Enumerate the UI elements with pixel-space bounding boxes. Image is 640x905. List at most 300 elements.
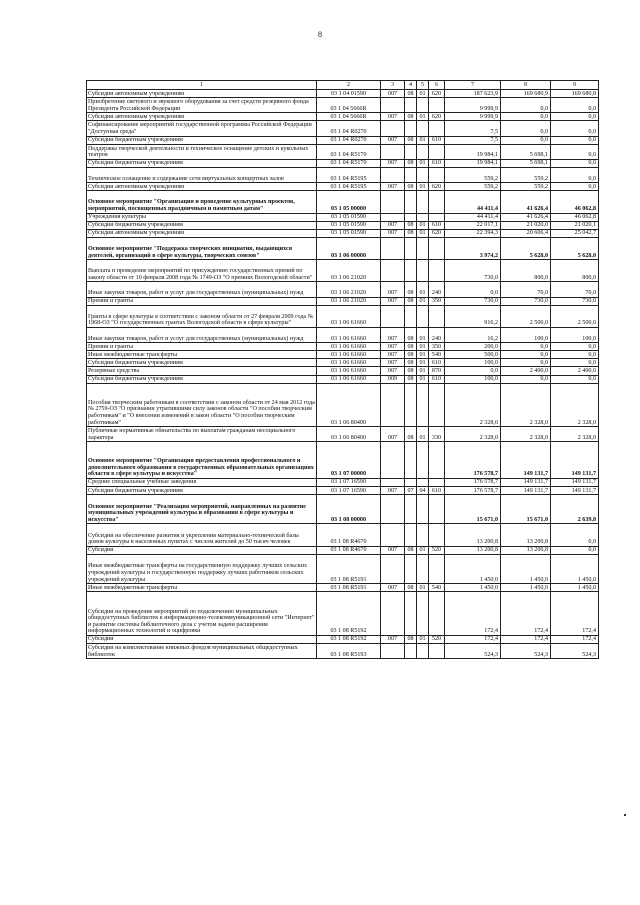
row-name: Премии и гранты (87, 297, 317, 305)
row-value-9: 0,0 (551, 159, 599, 167)
row-value-7: 524,3 (445, 644, 501, 659)
row-code: 03 1 07 00000 (317, 442, 381, 479)
row-code: 03 1 04 R5195 (317, 167, 381, 182)
table-row (87, 524, 599, 546)
row-col6: 540 (429, 584, 445, 592)
row-name: Публичные нормативные обязательства по выплатам гражданам несоциального характера (87, 427, 317, 442)
row-col4 (405, 144, 417, 159)
column-header: 7 (445, 81, 501, 90)
row-value-9: 46 062,8 (551, 213, 599, 221)
row-value-7: 2 328,0 (445, 383, 501, 427)
row-col6 (429, 98, 445, 113)
row-col4 (405, 237, 417, 259)
row-col4 (405, 524, 417, 546)
row-code: 03 1 06 61660 (317, 343, 381, 351)
table-row (87, 442, 599, 479)
row-value-7: 13 200,8 (445, 524, 501, 546)
row-code: 03 1 08 R5192 (317, 635, 381, 643)
row-value-7: 916,2 (445, 305, 501, 327)
table-row (87, 136, 599, 144)
row-value-7: 0,0 (445, 282, 501, 297)
row-col5 (417, 191, 429, 213)
table-row (87, 343, 599, 351)
table-row (87, 554, 599, 583)
row-value-8: 169 680,9 (501, 90, 551, 98)
row-value-9: 2 500,0 (551, 305, 599, 327)
row-value-9: 0,0 (551, 167, 599, 182)
row-code: 03 1 06 61660 (317, 367, 381, 375)
row-value-8: 730,0 (501, 297, 551, 305)
table-row (87, 478, 599, 486)
row-value-7: 44 411,4 (445, 191, 501, 213)
row-col3 (381, 592, 405, 636)
row-code: 03 1 06 61660 (317, 359, 381, 367)
row-value-8: 0,0 (501, 359, 551, 367)
row-col5: 01 (417, 221, 429, 229)
row-col4 (405, 98, 417, 113)
row-value-8: 2 500,0 (501, 305, 551, 327)
row-col6: 350 (429, 297, 445, 305)
row-value-8: 5 628,0 (501, 237, 551, 259)
table-row (87, 229, 599, 237)
row-name: Гранты в сфере культуры в соответствии с законом области от 27 февраля 2009 года № 1968-ОЗ "О государственных грантах Вологодской области в сфере культуры" (87, 305, 317, 327)
row-value-8: 5 698,1 (501, 159, 551, 167)
row-col6 (429, 442, 445, 479)
row-code: 03 1 08 R5193 (317, 644, 381, 659)
row-col5: 01 (417, 584, 429, 592)
row-col6: 610 (429, 359, 445, 367)
table-row (87, 183, 599, 191)
row-col3: 007 (381, 136, 405, 144)
table-row (87, 121, 599, 136)
column-header: 6 (429, 81, 445, 90)
budget-table (86, 80, 599, 659)
row-value-9: 0,0 (551, 524, 599, 546)
row-col3 (381, 260, 405, 282)
row-value-7: 9 999,9 (445, 113, 501, 121)
table-row (87, 98, 599, 113)
row-name: Субсидии автономным учреждениям (87, 229, 317, 237)
table-row (87, 427, 599, 442)
row-value-8: 1 450,0 (501, 584, 551, 592)
table-row (87, 144, 599, 159)
row-col5 (417, 144, 429, 159)
row-name: Субсидии (87, 546, 317, 554)
row-col5 (417, 121, 429, 136)
column-header: 3 (381, 81, 405, 90)
row-col5: 01 (417, 367, 429, 375)
row-value-7: 22 394,3 (445, 229, 501, 237)
row-value-8: 5 698,1 (501, 144, 551, 159)
row-code: 03 1 04 01590 (317, 90, 381, 98)
table-row (87, 327, 599, 342)
row-value-8: 559,2 (501, 167, 551, 182)
row-col3: 007 (381, 487, 405, 495)
row-value-7: 172,4 (445, 635, 501, 643)
row-col5: 01 (417, 136, 429, 144)
row-col5: 01 (417, 427, 429, 442)
row-value-8: 41 626,4 (501, 191, 551, 213)
row-col6: 350 (429, 343, 445, 351)
row-col4: 08 (405, 635, 417, 643)
row-col5: 01 (417, 359, 429, 367)
row-code: 03 1 06 61660 (317, 351, 381, 359)
row-value-9: 169 680,8 (551, 90, 599, 98)
row-value-9: 0,0 (551, 113, 599, 121)
row-col3: 007 (381, 351, 405, 359)
row-value-9: 0,0 (551, 359, 599, 367)
row-name: Субсидии на комплектование книжных фондов муниципальных общедоступных библиотек (87, 644, 317, 659)
row-col5: 01 (417, 159, 429, 167)
table-row (87, 644, 599, 659)
row-code: 03 1 06 21020 (317, 297, 381, 305)
row-col3: 007 (381, 359, 405, 367)
row-name: Основное мероприятие "Организация и проведение культурных проектов, мероприятий, посвященных праздничным и памятным датам" (87, 191, 317, 213)
row-value-9: 149 131,7 (551, 442, 599, 479)
row-col4 (405, 495, 417, 524)
row-code: 03 1 08 R4670 (317, 524, 381, 546)
table-row (87, 635, 599, 643)
row-col5: 01 (417, 297, 429, 305)
row-col3: 007 (381, 221, 405, 229)
row-value-8: 2 328,0 (501, 383, 551, 427)
row-value-9: 25 042,7 (551, 229, 599, 237)
row-col4: 08 (405, 343, 417, 351)
table-row (87, 159, 599, 167)
row-col5: 01 (417, 229, 429, 237)
row-col5: 01 (417, 327, 429, 342)
row-name: Основное мероприятие "Организация предоставления профессионального и дополнительного образования в государственных образовательных организациях области в сфере культуры и искусства" (87, 442, 317, 479)
row-value-7: 187 623,9 (445, 90, 501, 98)
row-value-9: 1 450,0 (551, 554, 599, 583)
row-value-8: 0,0 (501, 98, 551, 113)
row-col5 (417, 213, 429, 221)
row-col3: 007 (381, 327, 405, 342)
row-value-7: 13 200,8 (445, 546, 501, 554)
row-col3: 007 (381, 282, 405, 297)
row-col3 (381, 442, 405, 479)
row-col5: 01 (417, 183, 429, 191)
row-col3: 007 (381, 90, 405, 98)
row-value-8: 149 131,7 (501, 487, 551, 495)
row-code: 03 1 06 61660 (317, 305, 381, 327)
row-col4: 08 (405, 183, 417, 191)
column-header: 5 (417, 81, 429, 90)
row-value-9: 2 328,0 (551, 383, 599, 427)
table-row (87, 297, 599, 305)
row-value-9: 2 328,0 (551, 427, 599, 442)
row-name: Субсидии автономным учреждениям (87, 113, 317, 121)
table-row (87, 113, 599, 121)
row-name: Субсидии на обеспечение развития и укрепления материально-технической базы домов культуры в населенных пунктах с числом жителей до 50 тысяч человек (87, 524, 317, 546)
row-value-7: 176 578,7 (445, 487, 501, 495)
row-col5 (417, 592, 429, 636)
row-value-9: 21 020,1 (551, 221, 599, 229)
row-value-9: 0,0 (551, 144, 599, 159)
row-col3 (381, 478, 405, 486)
table-body (87, 81, 599, 659)
row-name: Иные межбюджетные трансферты (87, 351, 317, 359)
row-col4 (405, 383, 417, 427)
row-col3: 007 (381, 427, 405, 442)
row-code: 03 1 08 R5192 (317, 592, 381, 636)
row-col5 (417, 383, 429, 427)
row-col6: 610 (429, 159, 445, 167)
row-col5 (417, 554, 429, 583)
table-row (87, 367, 599, 375)
row-col5 (417, 442, 429, 479)
table-row (87, 237, 599, 259)
row-value-7: 19 984,1 (445, 159, 501, 167)
row-col5: 01 (417, 546, 429, 554)
row-col6: 520 (429, 635, 445, 643)
row-value-8: 13 200,8 (501, 524, 551, 546)
row-col5: 01 (417, 375, 429, 383)
row-value-9: 5 628,0 (551, 237, 599, 259)
row-col3: 007 (381, 229, 405, 237)
row-col4 (405, 644, 417, 659)
row-col3 (381, 554, 405, 583)
row-col4: 08 (405, 427, 417, 442)
row-col3 (381, 495, 405, 524)
scan-mark (624, 814, 626, 816)
row-col3 (381, 644, 405, 659)
row-name: Приобретение светового и звукового оборудования за счет средств резервного фонда Президента Российской Федерации (87, 98, 317, 113)
row-col6 (429, 305, 445, 327)
row-value-7: 1 450,0 (445, 584, 501, 592)
table-row (87, 90, 599, 98)
row-name: Субсидии (87, 635, 317, 643)
table-row (87, 221, 599, 229)
column-header: 2 (317, 81, 381, 90)
table-row (87, 495, 599, 524)
row-col5 (417, 260, 429, 282)
table-row (87, 487, 599, 495)
row-col4 (405, 191, 417, 213)
row-value-9: 70,0 (551, 282, 599, 297)
table-row (87, 167, 599, 182)
row-col3: 007 (381, 367, 405, 375)
row-col6 (429, 495, 445, 524)
row-code: 03 1 06 80400 (317, 427, 381, 442)
row-col5 (417, 495, 429, 524)
page-number: 8 (318, 30, 322, 39)
row-col6 (429, 121, 445, 136)
row-code: 03 1 04 R0270 (317, 121, 381, 136)
row-value-9: 2 639,8 (551, 495, 599, 524)
row-col6 (429, 554, 445, 583)
row-col6 (429, 213, 445, 221)
row-col6: 610 (429, 221, 445, 229)
row-value-9: 524,3 (551, 644, 599, 659)
row-value-7: 500,0 (445, 351, 501, 359)
row-col6: 240 (429, 327, 445, 342)
row-name: Субсидии бюджетным учреждениям (87, 359, 317, 367)
row-value-9: 0,0 (551, 98, 599, 113)
row-value-8: 0,0 (501, 136, 551, 144)
row-col4 (405, 260, 417, 282)
table-row (87, 383, 599, 427)
row-col6 (429, 592, 445, 636)
row-col4: 08 (405, 159, 417, 167)
row-col5: 01 (417, 282, 429, 297)
row-name: Иные закупки товаров, работ и услуг для государственных (муниципальных) нужд (87, 327, 317, 342)
row-name: Пособия творческим работникам в соответствии с законом области от 24 мая 2012 года № 2759-ОЗ "О признании утратившими силу законов области "О пособии творческим работникам" и "О внесении изменений в закон области "О пособии творческим работникам" (87, 383, 317, 427)
row-col3 (381, 121, 405, 136)
row-value-7: 16,2 (445, 327, 501, 342)
row-value-7: 559,2 (445, 167, 501, 182)
row-name: Основное мероприятие "Реализация мероприятий, направленных на развитие муниципальных учреждений культуры и образования в сфере культуры и искусства" (87, 495, 317, 524)
row-value-9: 0,0 (551, 343, 599, 351)
row-col6: 240 (429, 282, 445, 297)
row-name: Резервные средства (87, 367, 317, 375)
row-name: Учреждения культуры (87, 213, 317, 221)
row-name: Средние специальные учебные заведения (87, 478, 317, 486)
row-code: 03 1 06 61660 (317, 327, 381, 342)
row-value-7: 22 017,1 (445, 221, 501, 229)
row-value-8: 2 328,0 (501, 427, 551, 442)
row-value-8: 0,0 (501, 351, 551, 359)
row-code: 03 1 04 R5170 (317, 159, 381, 167)
row-code: 03 1 06 80400 (317, 383, 381, 427)
row-name: Субсидии бюджетным учреждениям (87, 159, 317, 167)
row-code: 03 1 06 00000 (317, 237, 381, 259)
table-row (87, 213, 599, 221)
row-col6: 620 (429, 90, 445, 98)
row-value-9: 2 400,0 (551, 367, 599, 375)
row-col6 (429, 383, 445, 427)
row-col6 (429, 237, 445, 259)
row-name: Субсидии на проведение мероприятий по подключению муниципальных общедоступных библиотек к информационно-телекоммуникационной сети "Интернет" и развитие системы библиотечного дела с учетом задачи расширения информационных технологий и оцифровки (87, 592, 317, 636)
row-col4: 08 (405, 282, 417, 297)
row-value-8: 149 131,7 (501, 478, 551, 486)
row-value-9: 172,4 (551, 592, 599, 636)
column-header: 9 (551, 81, 599, 90)
row-name: Субсидии бюджетным учреждениям (87, 487, 317, 495)
row-code: 03 1 04 R5170 (317, 144, 381, 159)
row-name: Поддержка творческой деятельности и техническое оснащение детских и кукольных театров (87, 144, 317, 159)
row-col6: 610 (429, 487, 445, 495)
row-name: Выплата и проведение мероприятий по присуждению государственных премий по закону области от 10 февраля 2008 года № 1749-ОЗ "О премиях Вологодской области" (87, 260, 317, 282)
row-col3: 007 (381, 635, 405, 643)
row-col4: 08 (405, 327, 417, 342)
row-col3: 007 (381, 183, 405, 191)
row-value-8: 524,3 (501, 644, 551, 659)
row-col5: 01 (417, 113, 429, 121)
row-col4: 08 (405, 351, 417, 359)
row-value-8: 0,0 (501, 121, 551, 136)
row-name: Субсидии автономным учреждениям (87, 183, 317, 191)
row-value-9: 0,0 (551, 546, 599, 554)
table-row (87, 584, 599, 592)
table-row (87, 546, 599, 554)
row-col4: 08 (405, 367, 417, 375)
row-col6 (429, 260, 445, 282)
row-col6: 870 (429, 367, 445, 375)
row-col6 (429, 478, 445, 486)
row-col3 (381, 524, 405, 546)
row-col6: 610 (429, 375, 445, 383)
row-value-9: 149 131,7 (551, 478, 599, 486)
row-value-9: 100,0 (551, 327, 599, 342)
row-value-8: 172,4 (501, 592, 551, 636)
row-value-9: 46 062,8 (551, 191, 599, 213)
row-value-8: 70,0 (501, 282, 551, 297)
table-row (87, 359, 599, 367)
table-row (87, 375, 599, 383)
row-col3 (381, 383, 405, 427)
row-value-7: 44 411,4 (445, 213, 501, 221)
row-code: 03 1 07 16590 (317, 478, 381, 486)
row-name: Премии и гранты (87, 343, 317, 351)
row-value-8: 0,0 (501, 375, 551, 383)
row-code: 03 1 08 R4670 (317, 546, 381, 554)
row-value-8: 41 626,4 (501, 213, 551, 221)
row-value-9: 0,0 (551, 121, 599, 136)
row-col4 (405, 305, 417, 327)
table-row (87, 351, 599, 359)
row-col4: 08 (405, 221, 417, 229)
row-col3 (381, 144, 405, 159)
row-col5 (417, 237, 429, 259)
row-code: 03 1 04 5666R (317, 113, 381, 121)
row-code: 03 1 08 R5191 (317, 584, 381, 592)
row-value-7: 1 450,0 (445, 554, 501, 583)
row-col4: 08 (405, 584, 417, 592)
row-value-7: 200,0 (445, 343, 501, 351)
row-col6 (429, 167, 445, 182)
row-col6: 620 (429, 229, 445, 237)
row-name: Техническое оснащение и содержание сети виртуальных концертных залов (87, 167, 317, 182)
row-name: Субсидии бюджетным учреждениям (87, 375, 317, 383)
row-value-8: 1 450,0 (501, 554, 551, 583)
column-header: 8 (501, 81, 551, 90)
row-col6: 330 (429, 427, 445, 442)
row-value-7: 730,0 (445, 297, 501, 305)
row-col4: 08 (405, 90, 417, 98)
row-value-8: 13 200,8 (501, 546, 551, 554)
row-value-9: 149 131,7 (551, 487, 599, 495)
row-value-8: 172,4 (501, 635, 551, 643)
row-code: 03 1 07 16590 (317, 487, 381, 495)
row-code: 03 1 05 01590 (317, 213, 381, 221)
row-col3: 007 (381, 159, 405, 167)
row-value-8: 100,0 (501, 327, 551, 342)
row-value-7: 2 328,0 (445, 427, 501, 442)
row-value-7: 172,4 (445, 592, 501, 636)
row-code: 03 1 04 R0270 (317, 136, 381, 144)
row-value-9: 0,0 (551, 375, 599, 383)
row-name: Иные межбюджетные трансферты (87, 584, 317, 592)
row-code: 03 1 04 R5195 (317, 183, 381, 191)
row-col5: 01 (417, 343, 429, 351)
row-name: Субсидии бюджетным учреждениям (87, 136, 317, 144)
row-col4 (405, 478, 417, 486)
row-code: 03 1 05 01590 (317, 229, 381, 237)
row-value-9: 0,0 (551, 136, 599, 144)
row-name: Субсидии автономным учреждениям (87, 90, 317, 98)
row-col3 (381, 213, 405, 221)
row-value-7: 3 974,2 (445, 237, 501, 259)
row-value-7: 730,0 (445, 260, 501, 282)
row-col5 (417, 167, 429, 182)
row-col4: 08 (405, 229, 417, 237)
row-col3: 007 (381, 297, 405, 305)
row-value-9: 0,0 (551, 351, 599, 359)
row-col5: 01 (417, 635, 429, 643)
row-col6 (429, 144, 445, 159)
table-row (87, 191, 599, 213)
